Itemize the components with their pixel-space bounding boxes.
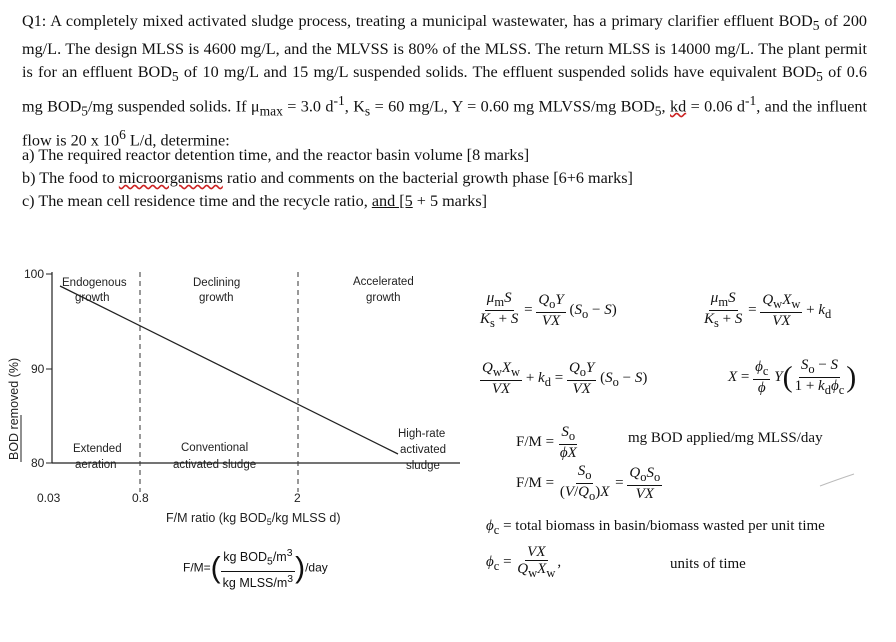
question-paragraph: Q1: A completely mixed activated sludge process, treating a municipal wastewater, has a primary clarifier effluent $BOD_5$ of 200 mg/L. The design MLSS is 4600 mg/L, and the MLVSS is 80% of the MLSS. The return MLSS is 14000 mg/L. The plant permit is for an effluent $BOD_5$ of 10 mg/L and 15 mg/L suspended solids. The effluent suspended solids have equivalent $BOD_5$ of 0.6 mg $BOD_5/mg$ suspended solids. If $\mu_{max} = 3.0$ $d^{-1}$, $K_s = 60$ mg/L, Y = 0.60 mg MLVSS/mg $BOD_5$, kd = 0.06 $d^{-1}$, and the influent flow is 20 x $10^6$ L/d, determine: (22, 12, 868, 150)
equation-phi-c: $\phi_c$ = $\frac{VX}{Q_wX_w}$ , (486, 544, 562, 580)
region-declining-2: growth (199, 292, 234, 304)
region-highrate-1: High-rate (398, 428, 446, 440)
region-declining-1: Declining (193, 277, 241, 289)
units-of-time-text: units of time (670, 556, 746, 572)
region-extended-1: Extended (73, 443, 122, 455)
bod-removal-line (60, 286, 398, 454)
x-tick-label-003: 0.03 (37, 491, 61, 505)
region-endogenous-1: Endogenous (62, 277, 127, 289)
equation-phi-definition: $\phi_c$ = total biomass in basin/biomass wasted per unit time (486, 518, 825, 537)
region-endogenous-2: growth (75, 292, 110, 304)
fm-formula: F/M=( $\frac{kg BOD_5/m^3}{kg MLSS/m^3}$ )/day (183, 548, 328, 590)
region-highrate-3: sludge (406, 460, 440, 472)
equation-growth-wasting: $\frac{\mu_mS}{K_s + S}$ = $\frac{Q_wX_w}{VX}$ + $k_d$ (704, 290, 832, 330)
region-conventional-1: Conventional (181, 442, 249, 454)
question-parts (22, 144, 633, 213)
equation-fm-1: F/M = $\frac{S_o}{\phi X}$ (516, 424, 577, 461)
equation-growth-substrate: $\frac{\mu_mS}{K_s + S}$ = $\frac{Q_oY}{VX}$ $(S_o - S)$ (480, 290, 617, 330)
part-b: b) The food to microorganisms ratio and comments on the bacterial growth phase [6+6 marks] (22, 169, 633, 187)
pencil-mark (818, 470, 858, 490)
y-tick-label-100: 100 (24, 267, 45, 281)
equation-mass-balance: $\frac{Q_wX_w}{VX}$ + $k_d$ = $\frac{Q_oY}{VX}$ $(S_o - S)$ (482, 360, 648, 397)
x-tick-label-2: 2 (294, 491, 301, 505)
region-highrate-2: activated (400, 444, 447, 456)
equation-fm-2: F/M = $\frac{S_o}{(V/Q_o)X}$ = $\frac{Q_oS_o}{VX}$ (516, 463, 661, 503)
equation-biomass: X = $\frac{\phi_c}{\phi}$ Y( $\frac{S_o - S}{1 + k_d\phi_c}$ ) (728, 357, 857, 397)
y-axis-label: BOD removed (%) (7, 357, 21, 460)
part-c: c) The mean cell residence time and the recycle ratio, and [5 + 5 marks] (22, 192, 488, 210)
part-a: a) The required reactor detention time, and the reactor basin volume [8 marks] (22, 146, 530, 164)
y-tick-label-80: 80 (31, 456, 45, 470)
y-tick-label-90: 90 (31, 362, 45, 376)
x-tick-label-08: 0.8 (132, 491, 149, 505)
fm-units-text: mg BOD applied/mg MLSS/day (628, 430, 823, 446)
bod-removal-chart (0, 260, 470, 530)
region-conventional-2: activated sludge (173, 459, 257, 471)
kd-term: kd (670, 97, 687, 116)
region-accelerated-2: growth (366, 292, 401, 304)
region-accelerated-1: Accelerated (353, 276, 414, 288)
region-extended-2: aeration (75, 459, 117, 471)
x-axis-label: F/M ratio (kg $BOD_5/kg$ MLSS d) (166, 511, 341, 527)
